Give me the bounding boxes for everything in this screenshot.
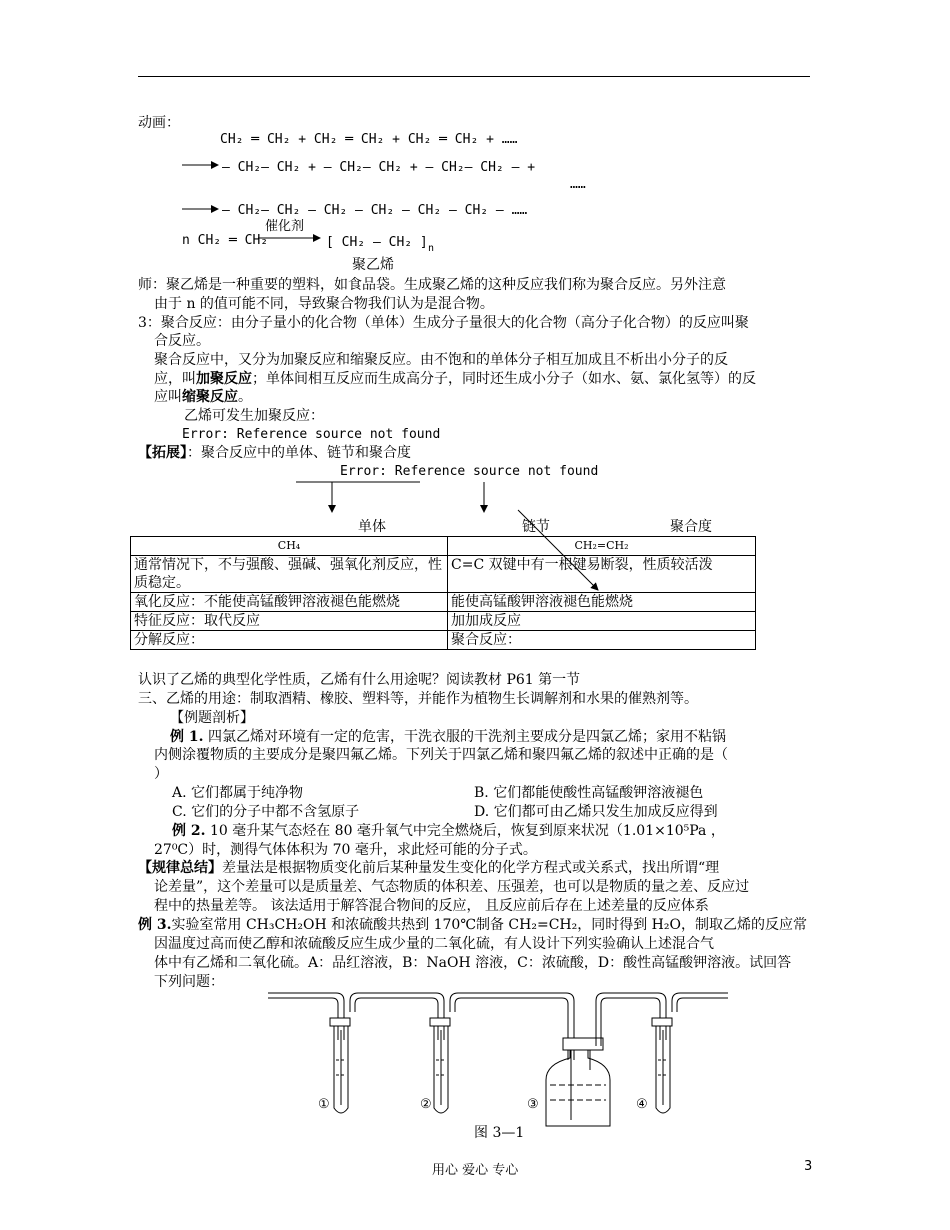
product-label: 聚乙烯 [352,257,394,273]
animation-line-2-tail: …… [570,177,586,192]
monomer-label: 单体 [358,519,386,535]
example-3-line-c: 体中有乙烯和二氧化硫。A：品红溶液，B：NaOH 溶液，C：浓硫酸，D：酸性高锰酸钾溶液。试回答 [154,955,792,971]
option-d: D. 它们都可由乙烯只发生加成反应得到 [474,804,718,820]
table-head-ch4: CH₄ [131,537,448,556]
paragraph-1c: 应叫缩聚反应。 [154,389,252,405]
equation-right: [ CH₂ — CH₂ ] [326,235,428,250]
animation-label: 动画： [138,115,180,131]
use-line: 三、乙烯的用途：制取酒精、橡胶、塑料等，并能作为植物生长调解剂和水果的催熟剂等。 [138,691,698,707]
catalyst-label: 催化剂 [265,219,305,234]
table-cell: C=C 双键中有一根键易断裂，性质较活泼 [448,556,756,593]
apparatus-mark-4: ④ [636,1097,648,1112]
figure-caption: 图 3—1 [474,1125,525,1141]
equation-subscript: n [428,243,435,254]
example-3-line-a: 例 3.实验室常用 CH₃CH₂OH 和浓硫酸共热到 170℃制备 CH₂=CH₂，同时得到 H₂O，制取乙烯的反应常 [138,917,807,933]
rule-summary-a: 【规律总结】差量法是根据物质变化前后某种量发生变化的化学方程式或关系式，找出所谓“理 [138,860,720,876]
definition-3: 3：聚合反应：由分子量小的化合物（单体）生成分子量很大的化合物（高分子化合物）的反应叫聚 [138,315,749,331]
error-reference-1: Error: Reference source not found [182,427,441,442]
example-heading: 【例题剖析】 [170,710,254,726]
know-line: 认识了乙烯的典型化学性质，乙烯有什么用途呢？阅读教材 P61 第一节 [138,672,581,688]
expand-line: 【拓展】：聚合反应中的单体、链节和聚合度 [138,445,411,461]
rule-summary-c: 程中的热量差等。 该法适用于解答混合物间的反应， 且反应前后存在上述差量的反应体系 [154,898,709,914]
footer-motto: 用心 爱心 专心 [432,1163,519,1178]
example-2-line-b: 27⁰C）时，测得气体体积为 70 毫升，求此烃可能的分子式。 [154,842,537,858]
page-number: 3 [804,1159,813,1174]
equation-left: n CH₂ ═ CH₂ [182,233,269,248]
apparatus-mark-1: ① [318,1097,330,1112]
table-cell: 特征反应：取代反应 [131,612,448,631]
table-cell: 加加成反应 [448,612,756,631]
degree-label: 聚合度 [670,519,712,535]
animation-line-3: — CH₂— CH₂ — CH₂ — CH₂ — CH₂ — CH₂ — …… [222,203,528,218]
animation-line-1: CH₂ ═ CH₂ + CH₂ ═ CH₂ + CH₂ ═ CH₂ + …… [220,132,518,147]
example-1-line-b: 内侧涂覆物质的主要成分是聚四氟乙烯。下列关于四氯乙烯和聚四氟乙烯的叙述中正确的是（ [154,747,728,763]
ethylene-addition-line: 乙烯可发生加聚反应： [184,408,324,424]
monomer-diagram-arrows [296,482,598,590]
table-cell: 聚合反应： [448,631,756,650]
error-reference-2: Error: Reference source not found [340,464,599,479]
reaction-arrows [182,165,320,238]
option-a: A. 它们都属于纯净物 [172,785,304,801]
teacher-note-2: 由于 n 的值可能不同，导致聚合物我们认为是混合物。 [154,296,494,312]
example-3-line-b: 因温度过高而使乙醇和浓硫酸反应生成少量的二氧化硫，有人设计下列实验确认上述混合气 [154,936,714,952]
example-3-line-d: 下列问题： [154,974,224,990]
apparatus-mark-3: ③ [527,1097,539,1112]
table-cell: 氧化反应：不能使高锰酸钾溶液褪色能燃烧 [131,593,448,612]
example-2-line-a: 例 2. 10 毫升某气态烃在 80 毫升氧气中完全燃烧后，恢复到原来状况（1.01×10⁵Pa ， [172,823,725,839]
rule-summary-b: 论差量”，这个差量可以是质量差、气态物质的体积差、压强差，也可以是物质的量之差、反应过 [154,879,750,895]
paragraph-1a: 聚合反应中，又分为加聚反应和缩聚反应。由不饱和的单体分子相互加成且不析出小分子的反 [154,352,728,368]
example-1-line-c: ） [154,766,168,782]
option-b: B. 它们都能使酸性高锰酸钾溶液褪色 [474,785,704,801]
chain-unit-label: 链节 [522,519,550,535]
example-1-line-a: 例 1. 四氯乙烯对环境有一定的危害，干洗衣服的干洗剂主要成分是四氯乙烯；家用不粘锅 [170,729,726,745]
apparatus-mark-2: ② [420,1097,432,1112]
definition-3-cont: 合反应。 [154,333,210,349]
paragraph-1b: 应，叫加聚反应；单体间相互反应而生成高分子，同时还生成小分子（如水、氨、氯化氢等）的反 [154,371,756,387]
table-cell: 能使高锰酸钾溶液褪色能燃烧 [448,593,756,612]
animation-line-2: — CH₂— CH₂ + — CH₂— CH₂ + — CH₂— CH₂ — + [222,160,536,175]
table-cell: 分解反应： [131,631,448,650]
teacher-note: 师：聚乙烯是一种重要的塑料，如食品袋。生成聚乙烯的这种反应我们称为聚合反应。另外注意 [138,277,726,293]
table-head-c2h4: CH₂=CH₂ [448,537,756,556]
experiment-apparatus [268,993,728,1126]
option-c: C. 它们的分子中都不含氢原子 [172,804,360,820]
table-cell: 通常情况下，不与强酸、强碱、强氧化剂反应，性质稳定。 [131,556,448,593]
